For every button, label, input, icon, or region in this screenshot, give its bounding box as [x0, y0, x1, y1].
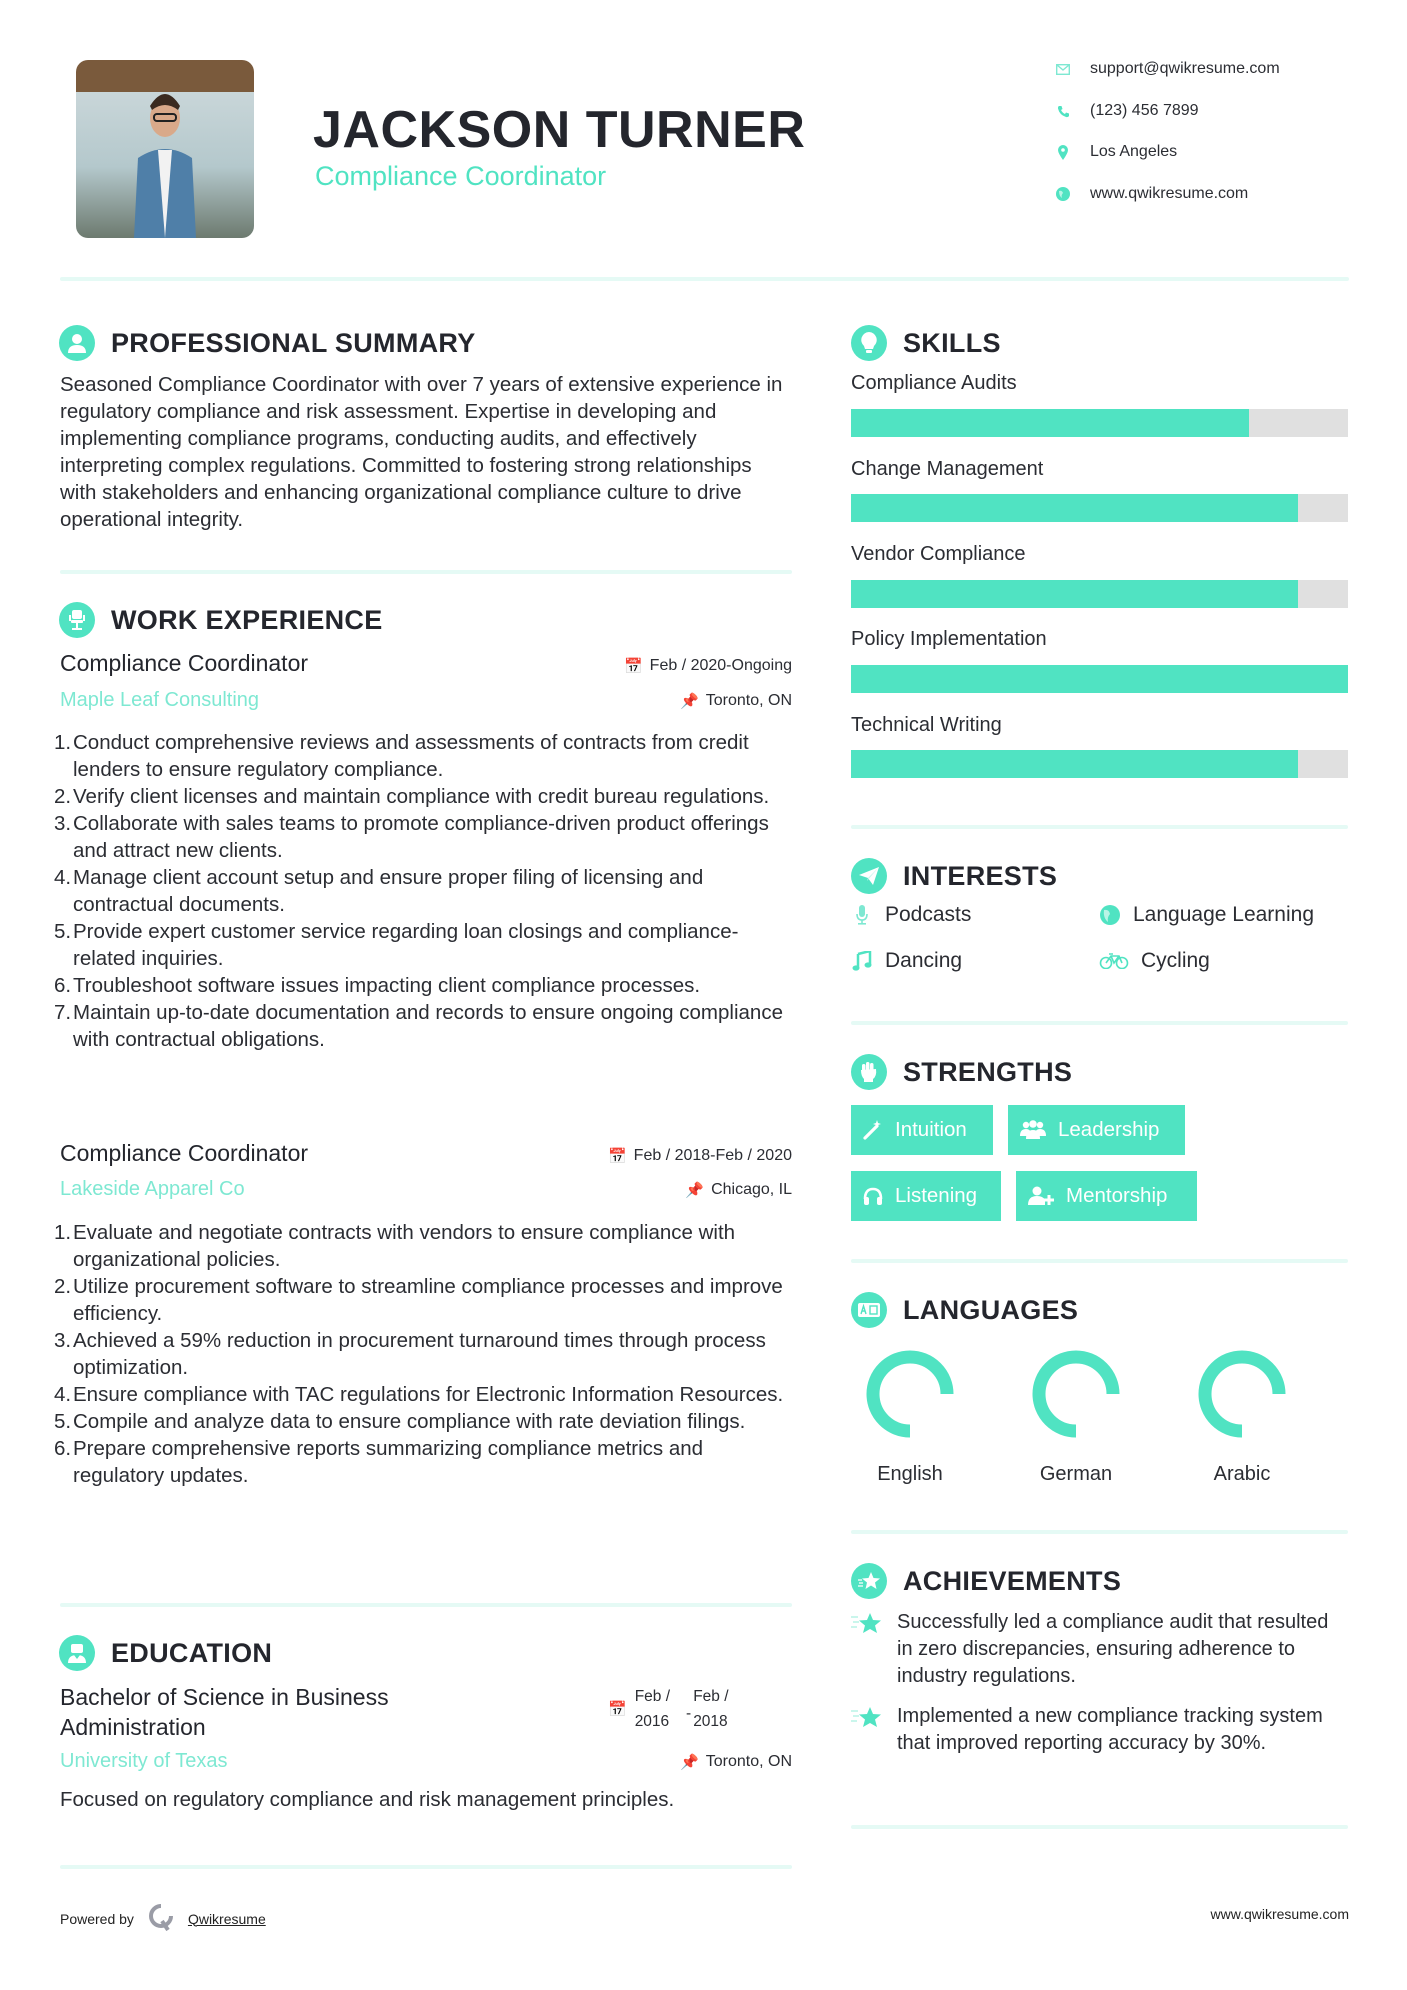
achievement-item — [851, 1609, 1348, 1690]
users-icon — [1020, 1120, 1046, 1140]
education-school: University of Texas — [60, 1750, 228, 1772]
duty-item: 5. Provide expert customer service regarding loan closings and compliance-related inquiries. — [54, 920, 739, 970]
strengths-heading — [851, 1052, 1072, 1092]
powered-by-label: Powered by — [60, 1910, 134, 1927]
header-divider — [60, 277, 1349, 281]
duty-item: 6. Prepare comprehensive reports summarizing compliance metrics and regulatory updates. — [54, 1437, 704, 1487]
candidate-name: JACKSON TURNER — [313, 101, 806, 159]
achievement-item — [851, 1703, 1348, 1757]
languages-divider — [851, 1530, 1348, 1534]
interest-label: Dancing — [885, 949, 963, 972]
strengths-title: STRENGTHS — [903, 1056, 1073, 1087]
interest-label: Language Learning — [1133, 903, 1315, 926]
contact-website-text: www.qwikresume.com — [1090, 185, 1249, 202]
job-company: Lakeside Apparel Co — [60, 1178, 245, 1200]
contact-website[interactable] — [1055, 183, 1355, 205]
graduate-icon — [59, 1635, 95, 1671]
degree-line-1: Bachelor of Science in Business — [60, 1684, 389, 1710]
job-title: Compliance Coordinator — [60, 1140, 309, 1166]
strength-label: Leadership — [1058, 1118, 1160, 1141]
summary-divider — [60, 570, 792, 574]
skill-label: Technical Writing — [851, 714, 1002, 736]
user-icon — [59, 325, 95, 361]
education-description: Focused on regulatory compliance and risk management principles. — [60, 1788, 675, 1811]
strengths-divider — [851, 1259, 1348, 1263]
job-title: Compliance Coordinator — [60, 650, 309, 676]
duty-item: 1. Conduct comprehensive reviews and assessments of contracts from credit lenders to ensure regulatory compliance. — [54, 731, 749, 781]
job-dates — [500, 1147, 792, 1165]
calendar-icon: 📅 — [607, 1148, 627, 1165]
star-icon — [851, 1609, 883, 1690]
interests-divider — [851, 1021, 1348, 1025]
strength-chip — [1016, 1171, 1197, 1221]
microphone-icon — [851, 905, 873, 925]
duty-item: 4. Ensure compliance with TAC regulations for Electronic Information Resources. — [54, 1383, 784, 1406]
languages-heading — [851, 1290, 1078, 1330]
languages-title: LANGUAGES — [903, 1294, 1079, 1325]
achievements-title: ACHIEVEMENTS — [903, 1565, 1122, 1596]
job-location-text: Chicago, IL — [711, 1181, 792, 1198]
language-item — [855, 1347, 965, 1486]
achievement-text: Successfully led a compliance audit that resulted in zero discrepancies, ensuring adherence to industry regulations. — [897, 1611, 1329, 1687]
job-duties-list — [54, 729, 784, 1053]
skills-heading — [851, 323, 1001, 363]
interest-item — [851, 949, 962, 973]
skill-label: Vendor Compliance — [851, 543, 1026, 565]
strength-chip — [851, 1105, 993, 1155]
duty-item: 7. Maintain up-to-date documentation and records to ensure ongoing compliance with contractual obligations. — [54, 1001, 783, 1051]
experience-heading — [59, 600, 383, 640]
footer-website[interactable]: www.qwikresume.com — [1210, 1906, 1349, 1922]
summary-text: Seasoned Compliance Coordinator with over 7 years of extensive experience in regulatory compliance and risk assessment. Expertise in developing and implementing compliance programs, conducting audits, and effectively interpreting complex regulations. Committed to fostering strong relationships with stakeholders and enhancing organizational compliance culture to drive operational integrity. — [60, 373, 783, 531]
duty-item: 1. Evaluate and negotiate contracts with vendors to ensure compliance with organizational policies. — [54, 1221, 736, 1271]
skill-bar — [851, 580, 1348, 608]
duty-item: 6. Troubleshoot software issues impacting client compliance processes. — [54, 974, 701, 997]
calendar-icon: 📅 — [623, 658, 643, 675]
language-label: English — [877, 1463, 943, 1485]
footer-powered-by — [60, 1903, 266, 1934]
contact-phone-text: (123) 456 7899 — [1090, 102, 1199, 119]
calendar-icon: 📅 — [608, 1701, 627, 1718]
education-end: Feb / 2018 — [693, 1688, 729, 1730]
skill-bar — [851, 409, 1348, 437]
education-dates — [608, 1684, 729, 1734]
education-location — [500, 1753, 792, 1771]
duty-item: 2. Verify client licenses and maintain compliance with credit bureau regulations. — [54, 785, 770, 808]
skill-label: Compliance Audits — [851, 372, 1017, 394]
achievements-heading — [851, 1561, 1121, 1601]
duty-item: 3. Collaborate with sales teams to promote compliance-driven product offerings and attract new clients. — [54, 812, 769, 862]
strength-label: Mentorship — [1066, 1184, 1168, 1207]
star-icon — [851, 1703, 883, 1757]
profile-photo — [76, 60, 254, 238]
achievements-divider — [851, 1825, 1348, 1829]
contact-email-text: support@qwikresume.com — [1090, 60, 1280, 77]
skill-bar-fill — [851, 750, 1298, 778]
skills-divider — [851, 825, 1348, 829]
candidate-role: Compliance Coordinator — [315, 161, 607, 191]
language-ring — [1029, 1347, 1123, 1441]
skill-label: Change Management — [851, 458, 1044, 480]
lightbulb-icon — [851, 325, 887, 361]
magic-wand-icon — [863, 1120, 883, 1140]
translate-icon — [851, 1292, 887, 1328]
education-heading — [59, 1633, 272, 1673]
job-location — [500, 692, 792, 710]
strength-label: Listening — [895, 1184, 978, 1207]
star-badge-icon — [851, 1563, 887, 1599]
interest-item — [1099, 949, 1210, 973]
interest-label: Podcasts — [885, 903, 972, 926]
job-duties-list — [54, 1219, 784, 1489]
phone-icon — [1055, 103, 1071, 119]
bicycle-icon — [1099, 953, 1129, 969]
qwikresume-logo-icon — [148, 1903, 174, 1934]
strength-label: Intuition — [895, 1118, 967, 1141]
language-item — [1021, 1347, 1131, 1486]
summary-heading — [59, 323, 476, 363]
language-label: Arabic — [1213, 1463, 1271, 1485]
skill-bar-fill — [851, 580, 1298, 608]
job-dates — [500, 657, 792, 675]
duty-item: 2. Utilize procurement software to streamline compliance processes and improve efficiency. — [54, 1275, 783, 1325]
skill-bar-fill — [851, 494, 1298, 522]
contact-email[interactable] — [1055, 58, 1355, 80]
interest-label: Cycling — [1141, 949, 1210, 972]
interests-title: INTERESTS — [903, 860, 1058, 891]
contact-location — [1055, 141, 1355, 163]
education-start: Feb / 2016 — [634, 1688, 671, 1730]
qwikresume-link[interactable]: Qwikresume — [187, 1910, 266, 1927]
paper-plane-icon — [851, 858, 887, 894]
achievement-text: Implemented a new compliance tracking system that improved reporting accuracy by 30%. — [897, 1705, 1323, 1754]
job-dates-text: Feb / 2020-Ongoing — [649, 657, 792, 674]
experience-divider — [60, 1603, 792, 1607]
language-item — [1187, 1347, 1297, 1486]
strength-chip — [851, 1171, 1001, 1221]
skill-bar-fill — [851, 409, 1249, 437]
skill-bar — [851, 665, 1348, 693]
raised-fist-icon — [851, 1054, 887, 1090]
contact-phone[interactable] — [1055, 100, 1355, 122]
pushpin-icon: 📌 — [680, 1754, 699, 1771]
job-location — [500, 1181, 792, 1199]
job-location-text: Toronto, ON — [705, 692, 792, 709]
job-company: Maple Leaf Consulting — [60, 689, 260, 711]
pushpin-icon: 📌 — [685, 1182, 705, 1199]
map-pin-icon — [1055, 144, 1071, 160]
date-dash: - — [686, 1705, 692, 1722]
experience-title: WORK EXPERIENCE — [111, 604, 383, 635]
education-title: EDUCATION — [111, 1637, 273, 1668]
strength-chip — [1008, 1105, 1185, 1155]
skill-bar — [851, 494, 1348, 522]
skill-bar-fill — [851, 665, 1348, 693]
pushpin-icon: 📌 — [680, 693, 699, 710]
globe-icon — [1099, 905, 1121, 925]
interest-item — [851, 903, 971, 927]
office-chair-icon — [59, 602, 95, 638]
interests-heading — [851, 856, 1057, 896]
skills-title: SKILLS — [903, 327, 1001, 358]
skill-bar — [851, 750, 1348, 778]
duty-item: 3. Achieved a 59% reduction in procurement turnaround times through process optimization. — [54, 1329, 766, 1379]
user-plus-icon — [1028, 1186, 1054, 1206]
interest-item — [1099, 903, 1314, 927]
language-ring — [863, 1347, 957, 1441]
degree — [60, 1682, 389, 1742]
headphones-icon — [863, 1187, 883, 1205]
language-label: German — [1039, 1463, 1113, 1485]
duty-item: 5. Compile and analyze data to ensure compliance with rate deviation filings. — [54, 1410, 746, 1433]
contact-location-text: Los Angeles — [1090, 143, 1178, 160]
job-dates-text: Feb / 2018-Feb / 2020 — [633, 1147, 792, 1164]
skill-label: Policy Implementation — [851, 628, 1047, 650]
envelope-icon — [1055, 61, 1071, 77]
education-divider — [60, 1865, 792, 1869]
person-silhouette-icon — [134, 88, 196, 238]
degree-line-2: Administration — [60, 1714, 206, 1740]
education-location-text: Toronto, ON — [705, 1753, 792, 1770]
globe-icon — [1055, 186, 1071, 202]
music-note-icon — [851, 951, 873, 971]
language-ring — [1195, 1347, 1289, 1441]
duty-item: 4. Manage client account setup and ensure proper filing of licensing and contractual documents. — [54, 866, 704, 916]
summary-title: PROFESSIONAL SUMMARY — [111, 327, 476, 358]
